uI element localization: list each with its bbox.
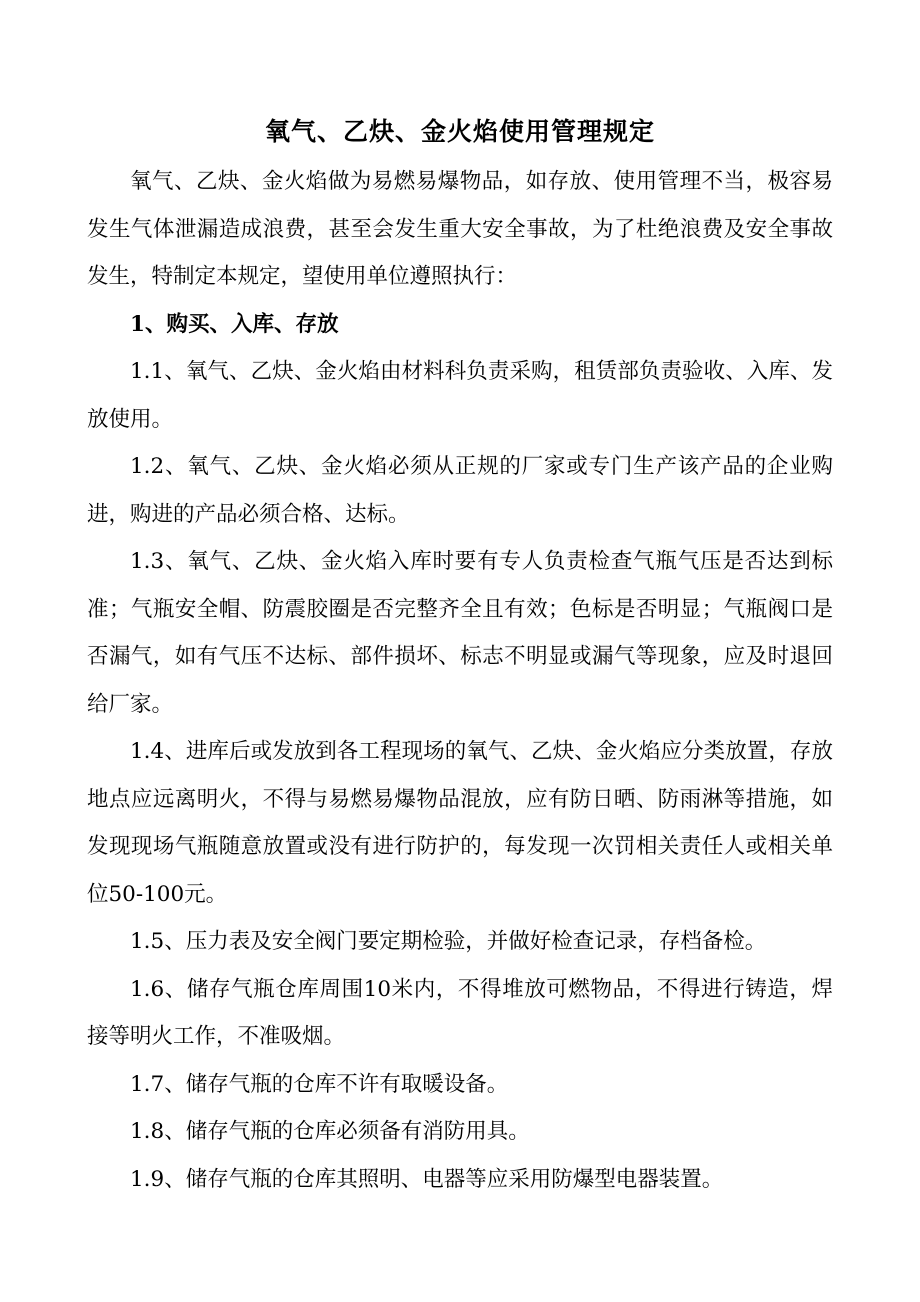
item-1-1: 1.1、氧气、乙炔、金火焰由材料科负责采购，租赁部负责验收、入库、发放使用。: [87, 359, 833, 432]
item-1-2: 1.2、氧气、乙炔、金火焰必须从正规的厂家或专门生产该产品的企业购进，购进的产品必须合格、达标。: [87, 454, 833, 527]
intro-paragraph: 氧气、乙炔、金火焰做为易燃易爆物品，如存放、使用管理不当，极容易发生气体泄漏造成浪费，甚至会发生重大安全事故，为了杜绝浪费及安全事故发生，特制定本规定，望使用单位遵照执行：: [87, 169, 833, 289]
item-1-5: 1.5、压力表及安全阀门要定期检验，并做好检查记录，存档备检。: [130, 929, 767, 954]
item-1-3: 1.3、氧气、乙炔、金火焰入库时要有专人负责检查气瓶气压是否达到标准；气瓶安全帽、防震胶圈是否完整齐全且有效；色标是否明显；气瓶阀口是否漏气，如有气压不达标、部件损坏、标志不明显或漏气等现象，应及时退回给厂家。: [87, 549, 833, 717]
section-heading: 1、购买、入库、存放: [130, 311, 339, 337]
document-title: 氧气、乙炔、金火焰使用管理规定: [264, 117, 655, 146]
item-1-7: 1.7、储存气瓶的仓库不许有取暖设备。: [130, 1071, 509, 1097]
item-1-8: 1.8、储存气瓶的仓库必须备有消防用具。: [130, 1119, 530, 1144]
item-1-9: 1.9、储存气瓶的仓库其照明、电器等应采用防爆型电器装置。: [130, 1166, 724, 1192]
item-1-6: 1.6、储存气瓶仓库周围10米内，不得堆放可燃物品，不得进行铸造，焊接等明火工作，不准吸烟。: [87, 976, 833, 1049]
item-1-4: 1.4、进库后或发放到各工程现场的氧气、乙炔、金火焰应分类放置，存放地点应远离明火，不得与易燃易爆物品混放，应有防日晒、防雨淋等措施，如发现现场气瓶随意放置或没有进行防护的，每发现一次罚相关责任人或相关单位50-100元。: [87, 739, 833, 907]
document-body: [87, 158, 833, 1203]
